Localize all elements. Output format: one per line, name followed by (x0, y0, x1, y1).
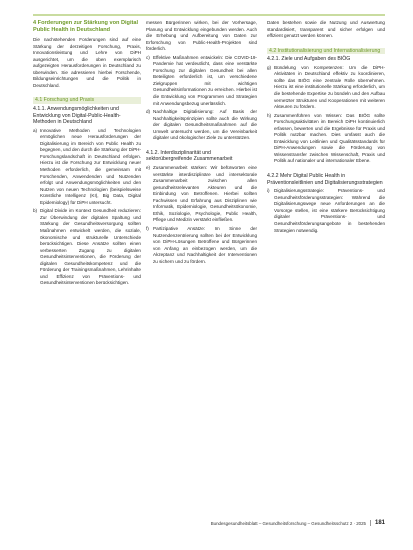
item-text: Nachhaltige Digitalisierung: Auf Basis der Nachhaltigkeitsprinzipien sollte auch die Wirkung der digitalen Gesundheitsmaßnahmen auf die Umwelt untersucht werden, um die Vereinbarkeit digitaler und ökologischer Ziele zu unterstützen. (153, 109, 257, 141)
continued-paragraph: messen Bürgerinnen wirken, bei der Vorhersage, Planung und Entwicklung eingebunden werden. Auch die Erhebung und Aufbereitung von Daten zur Erforschung von Public-Health-Projekten sind förderlich. (146, 20, 257, 52)
journal-name: Bundesgesundheitsblatt – Gesundheitsforschung – Gesundheitsschutz 2 · 2025 (210, 520, 366, 526)
list-item (33, 208, 141, 287)
top-paragraph: Daten bestehen sowie die Nutzung und Auswertung standardisiert, transparent und sicher erfolgen und effizient genutzt werden können. (267, 20, 385, 39)
item-key: g) (267, 64, 272, 70)
item-text: Effektive Maßnahmen entwickeln: Die COVID-19-Pandemie hat verdeutlicht, dass eine verstärkte Forschung zur digitalen Gesundheit bei allen Beteiligten erforderlich ist, um verschiedene Zielgruppen mit wichtigen Gesundheitsinformationen zu erreichen. Hierbei ist die Entwicklung von Programmen und Strategien mit Anwendungsbezug unerlässlich. (153, 54, 257, 106)
list-item (267, 113, 385, 165)
subsection-heading-4-2-1: 4.2.1. Ziele und Aufgaben des BIÖG (267, 56, 351, 63)
subsection-heading-4-1: 4.1 Forschung und Praxis (33, 97, 141, 104)
list-item (146, 55, 257, 107)
item-key: d) (146, 109, 151, 115)
item-key: b) (33, 208, 38, 214)
item-key: e) (146, 165, 151, 171)
item-key: f) (146, 225, 149, 231)
list-item (146, 165, 257, 224)
page-number: 181 (370, 520, 385, 526)
item-text: Partizipative Ansätze: Im Sinne der Nutzendenzentrierung sollten bei der Entwicklung von DiPH-Lösungen Betroffene und Bürgerinnen von Anfang an einbezogen werden, um die Akzeptanz und Nachhaltigkeit der Interventionen zu sichern und zu fördern. (153, 225, 257, 264)
item-text: Zusammenführen von Wissen: Das BIÖG sollte Forschungsaktivitäten im Bereich DiPH kontinuierlich erfassen, bewerten und die Ergebnisse für Praxis und Politik nutzbar machen. Dies umfasst auch die Entwicklung von Leitlinien und Qualitätsstandards für DiPH-Anwendungen sowie die Förderung von Wissenstransfer zwischen Wissenschaft, Praxis und Politik auf nationaler und internationaler Ebene. (274, 112, 385, 164)
item-text: Bündelung von Kompetenzen: Um die DiPH-Aktivitäten in Deutschland effektiv zu koordinieren, sollte das BIÖG eine zentrale Rolle übernehmen. Hierzu ist eine institutionelle Stärkung erforderlich, um die bestehende Expertise zu bündeln und den Aufbau vernetzter Strukturen und Kooperationen mit weiteren Akteuren zu fördern. (274, 64, 385, 110)
list-item (146, 109, 257, 142)
item-text: Digital Divide im Kontext Gesundheit reduzieren: Zur Überwindung der digitalen Spaltung und Stärkung der Gesundheitsversorgung sollten Maßnahmen entwickelt werden, die soziale, ökonomische und strukturelle Unterschiede berücksichtigen. Diese Ansätze sollten einen verbesserten Zugang zu digitalen Gesundheitsinterventionen, die Förderung der digitalen Gesundheitskompetenz und die Förderung der Trainingsmaßnahmen, Lehrinhalte und Effizienz von Präventions- und Gesundheitsinterventionen berücksichtigen. (40, 208, 141, 286)
list-item (267, 188, 385, 234)
item-key: a) (33, 127, 38, 133)
item-text: Innovative Methoden und Technologien ermöglichen neue Herausforderungen der Digitalisierung im Bereich von Public Health zu begegnen, und den durch die Stärkung der DiPH-Forschungslandschaft in Deutschland erfolgen. Hierzu ist die Forschung zur Entwicklung neuer Methoden erforderlich, die gemeinsam mit Forschenden, Anwendenden und Nutzenden erfolgt und Anwendungsmöglichkeiten und den Nutzen von neuen Technologien (beispielsweise Künstliche Intelligenz (KI), Big Data, Digital Epidemiology) für DiPH untersucht. (40, 127, 141, 205)
list-item (267, 65, 385, 111)
section-heading: 4 Forderungen zur Stärkung von Digital Public Health in Deutschland (33, 20, 139, 33)
item-key: i) (267, 188, 270, 194)
subsection-heading-4-1-1: 4.1.1. Anwendungsmöglichkeiten und Entwicklung von Digital-Public-Health-Methoden in Deutschland (33, 105, 121, 126)
column-3 (267, 20, 385, 236)
intro-paragraph: Die nachstehenden Forderungen sind auf eine Stärkung der derzeitigen Forschung, Praxis, Innovationsleistung und Lehre von DiPH ausgerichtet, um die oben exemplarisch aufgezeigten Herausforderungen in Deutschland zu überwinden. Sie adressieren hierbei Forschende, Bildungseinrichtungen und die Politik in Deutschland. (33, 37, 141, 88)
column-2 (146, 20, 257, 267)
item-key: h) (267, 112, 272, 118)
subsection-heading-4-2: 4.2 Institutionalisierung und Internationalisierung (267, 48, 385, 55)
page-top (0, 0, 413, 10)
list-item (146, 226, 257, 265)
subsection-heading-4-2-2: 4.2.2 Mehr Digital Public Health in Präventionsleitlinien und Digitalisierungsstrategien (267, 173, 383, 186)
header-rule (33, 14, 385, 16)
item-key: c) (146, 54, 150, 60)
item-text: Zusammenarbeit stärken: Wir befürworten eine verstärkte interdisziplinäre und intersektorale Zusammenarbeit zwischen allen gesundheitsrelevanten Akteuren und die Einbindung von Betroffenen. Hierbei sollten Fachwissen und Erfahrung aus Disziplinen wie Informatik, Epidemiologie, Gesundheitsökonomie, Ethik, Soziologie, Psychologie, Public Health, Pflege und Medizin verstärkt einfließen. (153, 165, 257, 223)
item-text: Digitalisierungsstrategie: Präventions- und Gesundheitsförderungsstrategien: Während die Digitalisierungswege neue Anforderungen an die Vorsorge stellen, ist eine stärkere Berücksichtigung digitaler Präventions- und Gesundheitsförderungsangebote in bestehenden Strategien notwendig. (274, 188, 385, 233)
list-item (33, 128, 141, 207)
subsection-heading-4-1-2: 4.1.2. Interdisziplinarität und sektorübergreifende Zusammenarbeit (146, 149, 233, 163)
page-footer (211, 520, 385, 526)
column-1 (33, 20, 141, 289)
